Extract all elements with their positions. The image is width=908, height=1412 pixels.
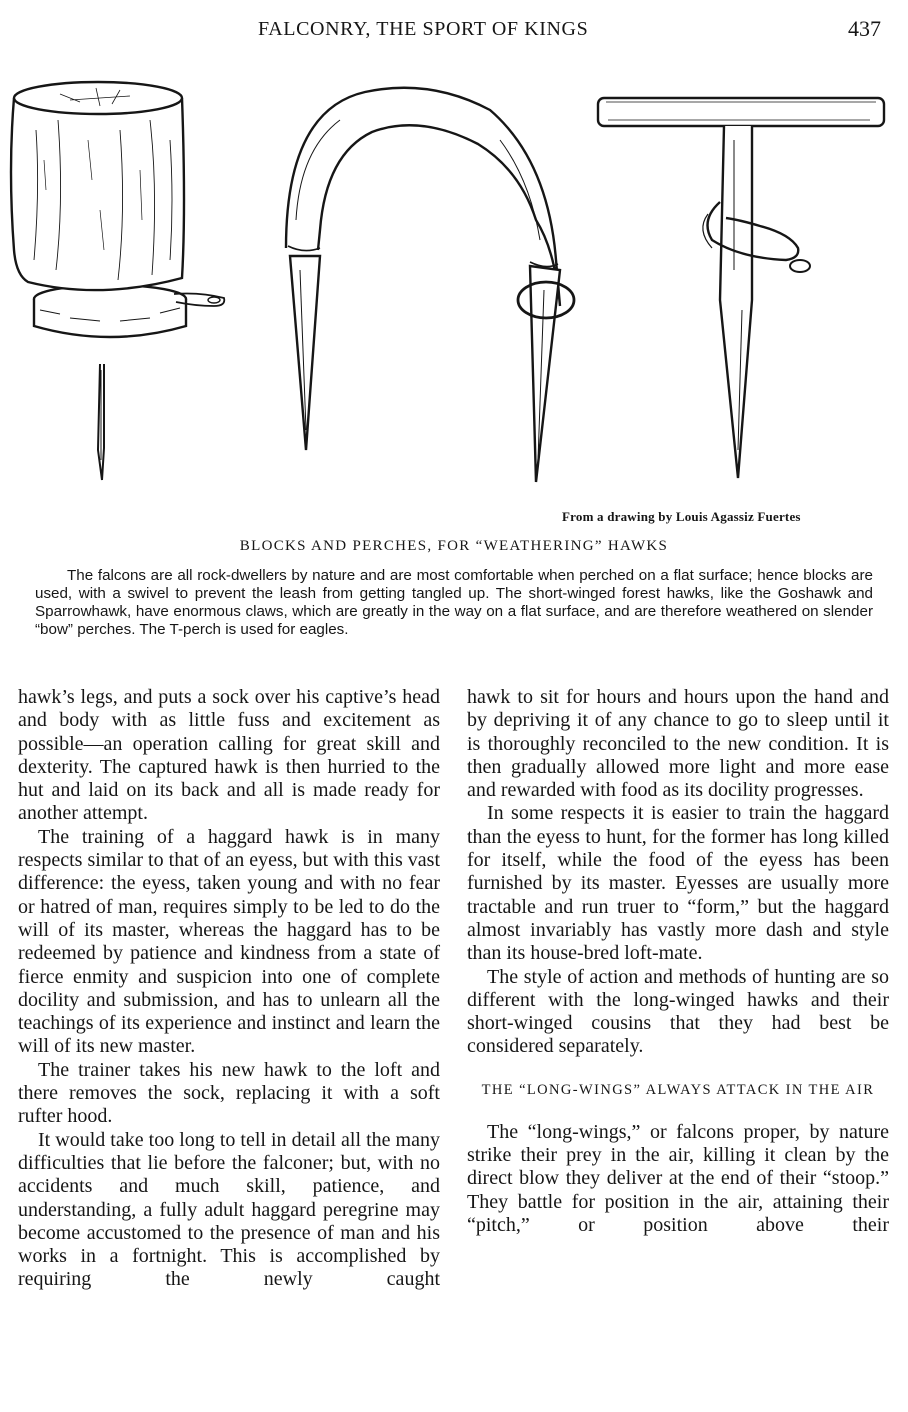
paragraph: The trainer takes his new hawk to the loft and there removes the sock, replacing it with a soft rufter hood. bbox=[18, 1058, 440, 1128]
paragraph: hawk to sit for hours and hours upon the hand and by depriving it of any chance to go to sleep until it is thoroughly reconciled to the new condition. It is then gradually allowed more light and more ease and rewarded with food as its docility progresses. bbox=[467, 686, 889, 802]
paragraph: It would take too long to tell in detail all the many difficulties that lie before the falconer; but, with no accidents and much skill, patience, and understanding, a fully adult haggard peregrine may become accustomed to the presence of man and his works in a fortnight. This is accomplished by requiring the newly caught bbox=[18, 1128, 440, 1291]
figure-credit: From a drawing by Louis Agassiz Fuertes bbox=[562, 509, 801, 524]
running-head bbox=[0, 16, 908, 46]
perches-drawing bbox=[0, 70, 908, 510]
running-title: FALCONRY, THE SPORT OF KINGS bbox=[258, 18, 589, 40]
page-number: 437 bbox=[848, 16, 881, 41]
paragraph: The “long-wings,” or falcons proper, by nature strike their prey in the air, killing it clean by the direct blow they deliver at the end of their “stoop.” They battle for position in the air, attaining their “pitch,” or position above their bbox=[467, 1120, 889, 1236]
paragraph: The training of a haggard hawk is in many respects similar to that of an eyess, but with this vast difference: the eyess, taken young and with no fear or hatred of man, requires simply to be led to do the will of its master, whereas the haggard has to be redeemed by patience and kindness from a state of fierce enmity and suspicion into one of complete docility and submission, and has to unlearn all the teachings of its experience and instinct and learn the will of its new master. bbox=[18, 825, 440, 1058]
bow-perch-illustration bbox=[286, 88, 574, 482]
left-column bbox=[18, 686, 440, 1292]
figure-caption: The falcons are all rock-dwellers by nature and are most comfortable when perched on a flat surface; hence blocks are used, with a swivel to prevent the leash from getting tangled up. The short-winged forest hawks, like the Goshawk and Sparrowhawk, have enormous claws, which are greatly in the way on a flat surface, and are therefore weathered on slender “bow” perches. The T-perch is used for eagles. bbox=[35, 567, 873, 638]
paragraph: In some respects it is easier to train the haggard than the eyess to hunt, for the former has long killed for itself, while the food of the eyess has been furnished by its master. Eyesses are usually more tractable and run truer to “form,” but the haggard almost invariably has vastly more dash and style than its house-bred loft-mate. bbox=[467, 802, 889, 965]
figure-heading: BLOCKS AND PERCHES, FOR “WEATHERING” HAWKS bbox=[239, 538, 669, 554]
paragraph: hawk’s legs, and puts a sock over his captive’s head and body with as little fuss and excitement as possible—an operation calling for great skill and dexterity. The captured hawk is then hurried to the hut and laid on its back and all is made ready for another attempt. bbox=[18, 686, 440, 825]
block-perch-illustration bbox=[11, 82, 224, 480]
paragraph: The style of action and methods of hunting are so different with the long-winged hawks and their short-winged cousins that they had best be considered separately. bbox=[467, 965, 889, 1058]
t-perch-illustration bbox=[598, 98, 884, 478]
section-heading: THE “LONG-WINGS” ALWAYS ATTACK IN THE AIR bbox=[481, 1081, 875, 1098]
figure-illustration bbox=[0, 70, 908, 510]
right-column bbox=[467, 686, 889, 1237]
